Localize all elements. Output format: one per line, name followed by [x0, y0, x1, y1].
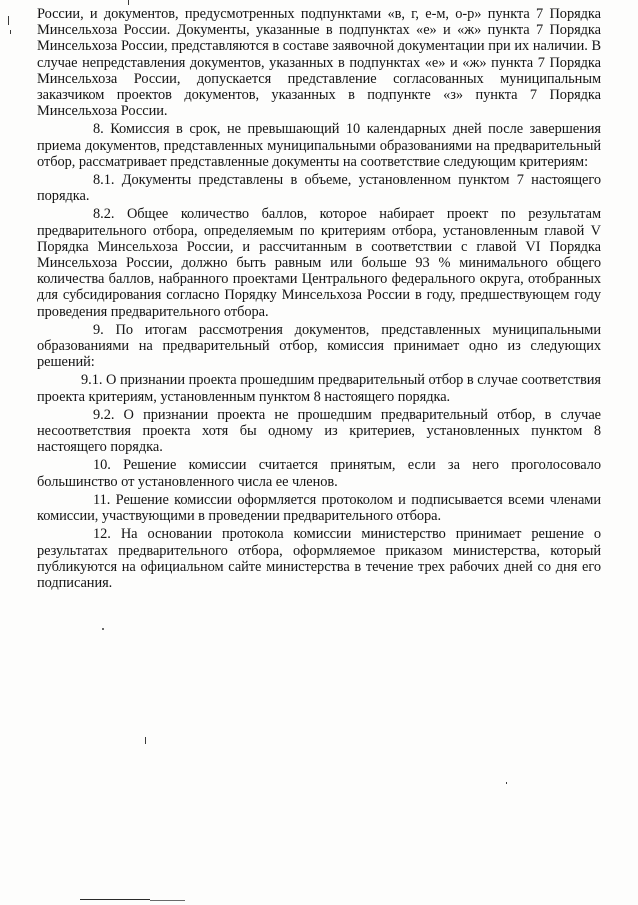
paragraph-8-2: 8.2. Общее количество баллов, которое набирает проект по результатам предварительного отбора, определяемым по критериям отбора, установленным главой V Порядка Минсельхоза России, и рассчитанным в соответствии с главой VI Порядка Минсельхоза России, должно быть равным или больше 93 % минимального общего количества баллов, набранного проектами Центрального федерального округа, отобранных для субсидирования согласно Порядку Минсельхоза России в году, предшествующем году проведения предварительного отбора.	[37, 206, 601, 320]
paragraph-7-continuation: России, и документов, предусмотренных подпунктами «в, г, е-м, о-р» пункта 7 Порядка Минсельхоза России. Документы, указанные в подпунктах «е» и «ж» пункта 7 Порядка Минсельхоза России, представляются в составе заявочной документации при их наличии. В случае непредставления документов, указанных в подпунктах «е» и «ж» пункта 7 Порядка Минсельхоза России, допускается представление согласованных муниципальным заказчиком проектов документов, указанных в подпункте «з» пункта 7 Порядка Минсельхоза России.	[37, 6, 601, 120]
scan-mark	[145, 737, 146, 744]
paragraph-12: 12. На основании протокола комиссии министерство принимает решение о результатах предварительного отбора, оформляемое приказом министерства, который публикуются на официальном сайте министерства в течение трех рабочих дней со дня его подписания.	[37, 526, 601, 591]
scan-mark	[506, 782, 507, 784]
paragraph-9-2: 9.2. О признании проекта не прошедшим предварительный отбор, в случае несоответствия проекта хотя бы одному из критериев, установленных пунктом 8 настоящего порядка.	[37, 406, 601, 456]
paragraph-11: 11. Решение комиссии оформляется протоколом и подписывается всеми членами комиссии, участвующими в проведении предварительного отбора.	[37, 491, 601, 525]
footnote-rule	[150, 900, 185, 901]
paragraph-10: 10. Решение комиссии считается принятым, если за него проголосовало большинство от установленного числа ее членов.	[37, 457, 601, 490]
scan-mark	[8, 16, 9, 25]
scan-mark	[10, 30, 11, 34]
paragraph-9-1: 9.1. О признании проекта прошедшим предварительный отбор в случае соответствия проекта критериям, установленным пунктом 8 настоящего порядка.	[37, 372, 601, 405]
document-body	[37, 6, 601, 591]
paragraph-8: 8. Комиссия в срок, не превышающий 10 календарных дней после завершения приема документов, представленных муниципальными образованиями на предварительный отбор, рассматривает представленные документы на соответствие следующим критериям:	[37, 121, 601, 170]
scan-mark	[128, 0, 129, 5]
paragraph-8-1: 8.1. Документы представлены в объеме, установленном пунктом 7 настоящего порядка.	[37, 172, 601, 205]
scan-mark	[102, 628, 104, 630]
paragraph-9: 9. По итогам рассмотрения документов, представленных муниципальными образованиями на предварительный отбор, комиссия принимает одно из следующих решений:	[37, 321, 601, 371]
footnote-rule	[80, 899, 150, 900]
